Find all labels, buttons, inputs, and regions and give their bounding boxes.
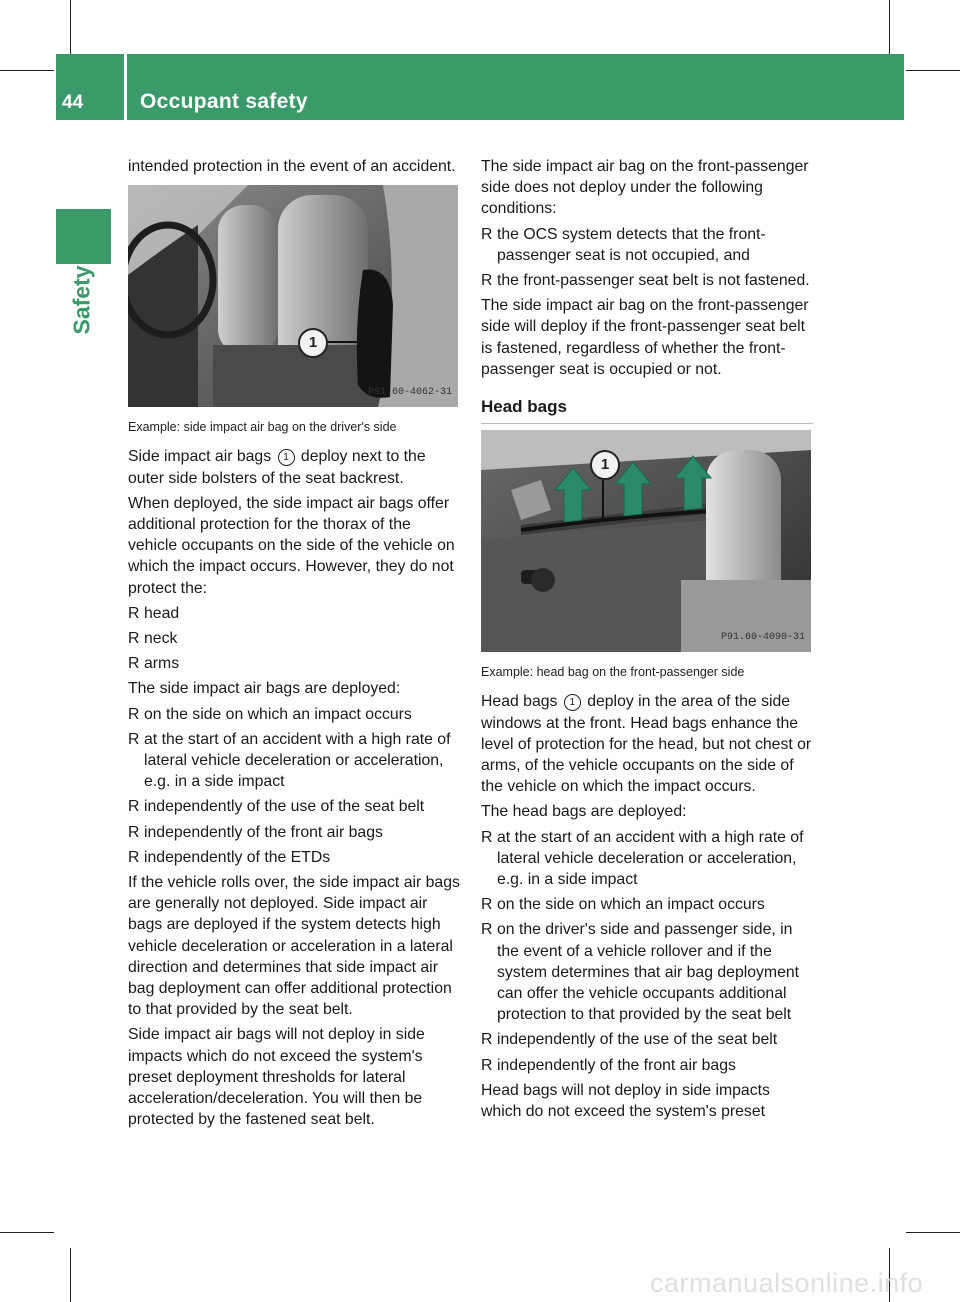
- page-number: 44: [62, 92, 84, 113]
- list-item-text: at the start of an accident with a high rate of lateral vehicle deceleration or acceleration, e.g. in a side impact: [497, 828, 804, 889]
- paragraph-text: deploy in the area of the side windows at the front. Head bags enhance the level of protection for the head, but not chest or arms, of the vehicle occupants on the side of the vehicle on which the impact occurs.: [481, 693, 812, 796]
- paragraph: When deployed, the side impact air bags offer additional protection for the thorax of the vehicle occupants on the side of the vehicle on which the impact occurs. However, they do not protect the:: [128, 494, 455, 597]
- list-item: [128, 847, 460, 868]
- bullet-icon: R: [128, 730, 140, 748]
- paragraph-text: Head bags: [481, 693, 558, 711]
- bullet-icon: R: [481, 896, 493, 914]
- intro-text: intended protection in the event of an accident.: [128, 158, 456, 175]
- section-heading: Head bags: [481, 396, 813, 424]
- paragraph: The side impact air bags are deployed:: [128, 680, 401, 698]
- car-door-illustration: [481, 430, 811, 652]
- paragraph: Head bags will not deploy in side impacts which do not exceed the system's preset: [481, 1081, 770, 1121]
- list-item-text: arms: [144, 655, 180, 673]
- list-item: [481, 224, 813, 266]
- list-item: [481, 894, 813, 915]
- bullet-icon: R: [128, 823, 140, 841]
- paragraph-text: deploy next to the outer side bolsters of the seat backrest.: [128, 448, 426, 487]
- list-item: [128, 796, 460, 817]
- crop-mark: [906, 1232, 960, 1233]
- watermark: carmanualsonline.info: [650, 1268, 924, 1298]
- paragraph: If the vehicle rolls over, the side impact air bags are generally not deployed. Side impact air bags are deployed if the system detects high vehicle deceleration or acceleration in a lateral direction and determines that side impact air bag deployment can offer additional protection to that provided by the seat belt.: [128, 874, 460, 1019]
- list-item-text: the OCS system detects that the front-passenger seat is not occupied, and: [497, 225, 766, 264]
- crop-mark: [70, 0, 71, 54]
- list-item: [481, 270, 813, 291]
- crop-mark: [906, 70, 960, 71]
- list-item-text: head: [144, 604, 180, 622]
- list-item: [128, 822, 460, 843]
- paragraph: [481, 691, 813, 797]
- bullet-icon: R: [128, 655, 140, 673]
- list-item-text: at the start of an accident with a high rate of lateral vehicle deceleration or acceleration, e.g. in a side impact: [144, 730, 451, 791]
- car-interior-illustration: [128, 185, 458, 407]
- list-item-text: on the driver's side and passenger side, in the event of a vehicle rollover and if the system determines that air bag deployment can offer the vehicle occupants additional protection to that provided by the seat belt: [497, 921, 800, 1024]
- figure-code: P91.60-4062-31: [367, 387, 452, 398]
- crop-mark: [70, 1248, 71, 1302]
- paragraph: The side impact air bag on the front-passenger side does not deploy under the following conditions:: [481, 158, 809, 218]
- list-item: [128, 704, 460, 725]
- paragraph-text: Side impact air bags: [128, 448, 272, 466]
- paragraph: Side impact air bags will not deploy in side impacts which do not exceed the system's preset deployment thresholds for lateral acceleration/deceleration. You will then be protected by the fastened seat belt.: [128, 1026, 425, 1129]
- list-item: [481, 1029, 813, 1050]
- head-bag-photo: [481, 430, 811, 652]
- bullet-icon: R: [481, 828, 493, 846]
- bullet-icon: R: [481, 1056, 493, 1074]
- paragraph: The side impact air bag on the front-passenger side will deploy if the front-passenger seat belt is fastened, regardless of whether the front-passenger seat is occupied or not.: [481, 297, 809, 378]
- page-title: Occupant safety: [140, 90, 308, 113]
- crop-mark: [889, 0, 890, 54]
- list-item: [128, 603, 460, 624]
- figure-caption: Example: side impact air bag on the driver's side: [128, 420, 397, 435]
- list-item-text: independently of the front air bags: [144, 823, 383, 841]
- list-item: [128, 729, 460, 793]
- crop-mark: [0, 1232, 54, 1233]
- callout-1-marker: 1: [590, 450, 620, 480]
- list-item-text: neck: [144, 630, 178, 648]
- figure-code: P91.60-4090-31: [720, 632, 805, 644]
- left-column: [128, 156, 460, 1135]
- list-item-text: independently of the use of the seat belt: [144, 798, 425, 816]
- bullet-icon: R: [481, 921, 493, 939]
- list-item: [481, 919, 813, 1025]
- bullet-icon: R: [481, 1031, 493, 1049]
- callout-1-icon: 1: [278, 449, 295, 466]
- header-separator: [124, 54, 127, 120]
- list-item: [128, 628, 460, 649]
- bullet-icon: R: [128, 604, 140, 622]
- bullet-icon: R: [128, 848, 140, 866]
- bullet-icon: R: [481, 225, 493, 243]
- list-item: [481, 1055, 813, 1076]
- bullet-icon: R: [481, 272, 493, 290]
- list-item-text: independently of the use of the seat belt: [497, 1031, 778, 1049]
- section-tab-block: [56, 209, 111, 264]
- bullet-icon: R: [128, 798, 140, 816]
- list-item: [128, 653, 460, 674]
- figure-caption: Example: head bag on the front-passenger side: [481, 665, 745, 680]
- paragraph: The head bags are deployed:: [481, 803, 687, 821]
- list-item-text: on the side on which an impact occurs: [497, 896, 765, 914]
- list-item-text: on the side on which an impact occurs: [144, 705, 412, 723]
- list-item-text: the front-passenger seat belt is not fastened.: [497, 272, 810, 290]
- list-item-text: independently of the ETDs: [144, 848, 331, 866]
- bullet-icon: R: [128, 630, 140, 648]
- paragraph: [128, 446, 460, 488]
- list-item: [481, 827, 813, 891]
- side-airbag-photo: [128, 185, 458, 407]
- section-tab-label: Safety: [68, 265, 95, 335]
- crop-mark: [0, 70, 54, 71]
- callout-1-marker: 1: [298, 328, 328, 358]
- bullet-icon: R: [128, 705, 140, 723]
- right-column: [481, 156, 813, 1126]
- callout-1-icon: 1: [564, 694, 581, 711]
- list-item-text: independently of the front air bags: [497, 1056, 736, 1074]
